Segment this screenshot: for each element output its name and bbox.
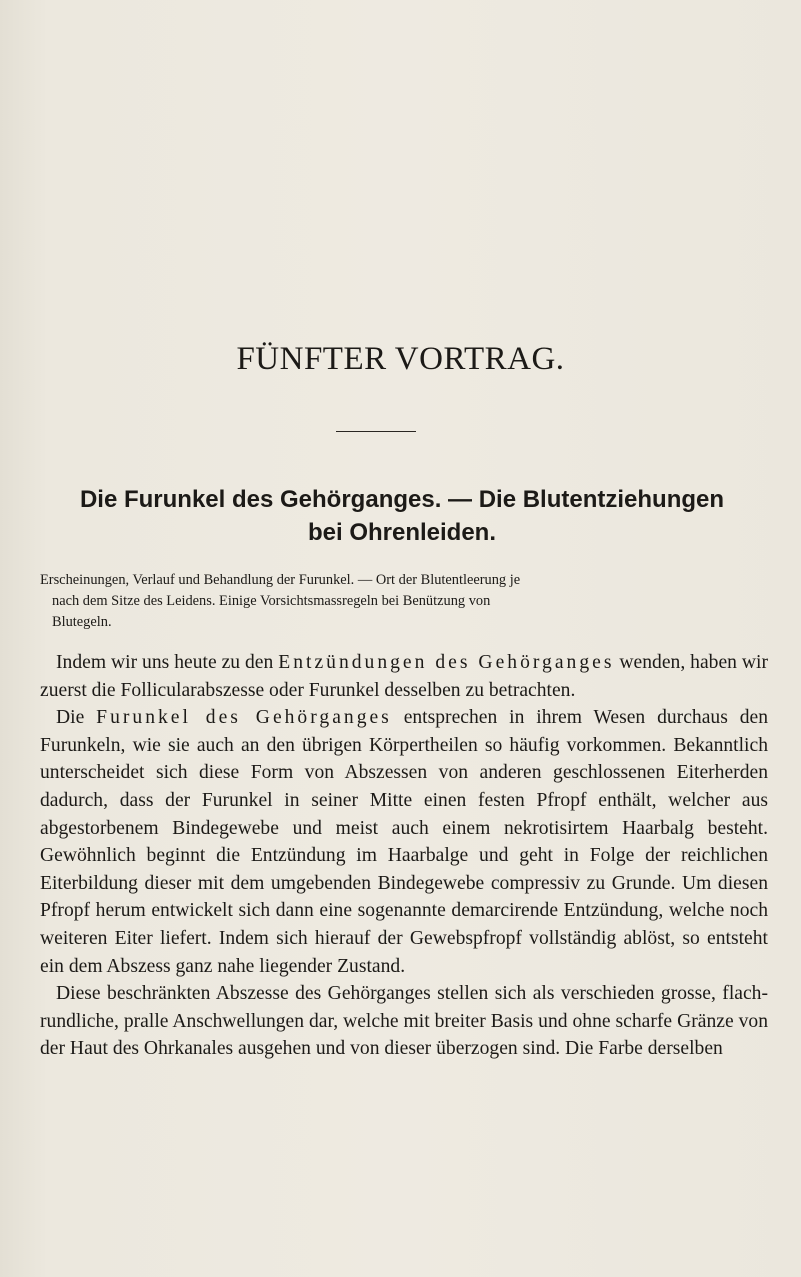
paragraph-1-text-b: wenden, haben wir zuerst die Follicularabszesse oder Furunkel desselben zu betrachten. (40, 652, 769, 701)
section-title (40, 483, 764, 549)
summary-line-3: Blutegeln. (52, 614, 112, 630)
paragraph-2 (40, 704, 768, 980)
paragraph-1-spaced-term: Entzündungen des Gehörganges (278, 652, 615, 673)
paragraph-2-spaced-term: Furunkel des Gehörganges (96, 707, 392, 729)
paragraph-3: Diese beschränkten Abszesse des Gehörganges stellen sich als verschieden grosse, flach-rundliche, pralle Anschwellungen dar, welche mit breiter Basis und ohne scharfe Gränze von der Haut des Ohrkanales ausgehen und von dieser überzogen sind. Die Farbe derselben (40, 983, 768, 1060)
chapter-summary (40, 570, 764, 633)
title-divider (336, 431, 416, 432)
section-title-line-1: Die Furunkel des Gehörganges. — Die Blutentziehungen (79, 486, 725, 513)
summary-line-1: Erscheinungen, Verlauf und Behandlung der Furunkel. — Ort der Blutentleerung je (40, 572, 521, 588)
paragraph-1-text-a: Indem wir uns heute zu den (56, 652, 279, 673)
section-title-line-2: bei Ohrenleiden. (307, 519, 497, 546)
summary-line-2: nach dem Sitze des Leidens. Einige Vorsichtsmassregeln bei Benützung von (52, 593, 491, 609)
paragraph-1 (40, 649, 768, 704)
chapter-title: FÜNFTER VORTRAG. (236, 341, 565, 377)
paragraph-2-text-b: entsprechen in ihrem Wesen durchaus den Furunkeln, wie sie auch an den übrigen Körpertheilen so häufig vorkommen. Bekanntlich unterscheidet sich diese Form von Abszessen von anderen geschlossenen Eiterherden dadurch, dass der Furunkel in seiner Mitte einen festen Pfropf enthält, welcher aus abgestorbenem Bindegewebe und meist auch einem nekrotisirtem Haarbalg besteht. Gewöhnlich beginnt die Entzündung im Haarbalge und geht in Folge der reichlichen Eiterbildung dieser mit dem umgebenden Bindegewebe compressiv zu Grunde. Um diesen Pfropf herum entwickelt sich dann eine sogenannte demarcirende Entzündung, welche noch weiteren Eiter liefert. Indem sich hierauf der Gewebspfropf vollständig ablöst, so entsteht ein dem Abszess ganz nahe liegender Zustand. (40, 707, 768, 977)
body-text (40, 649, 768, 1063)
paragraph-2-text-a: Die (56, 707, 97, 729)
